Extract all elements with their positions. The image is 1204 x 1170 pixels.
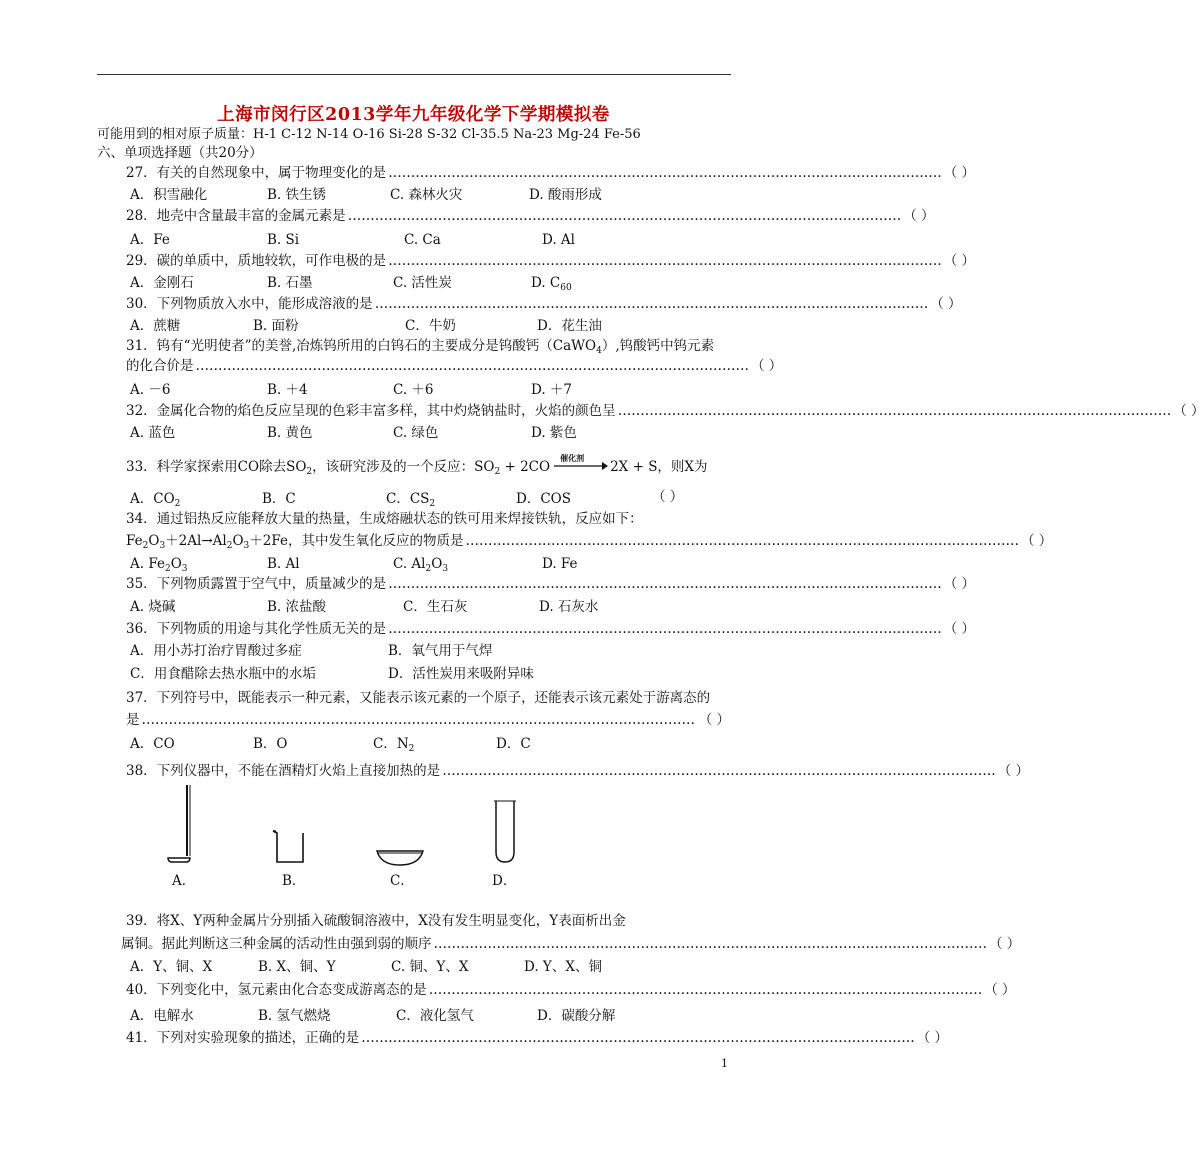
q34-option-d[interactable]: D. Fe (542, 556, 578, 572)
q27-option-c[interactable]: C. 森林火灾 (390, 187, 463, 203)
q39-option-b[interactable]: B. X、铜、Y (258, 959, 336, 975)
question-40: 40．下列变化中，氢元素由化合态变成游离态的是 …………………………………………………………………………………………………………… （ ） (126, 982, 1016, 998)
question-37-line2: 是 …………………………………………………………………………………………………………… （ ） (126, 712, 730, 728)
q29-option-b[interactable]: B. 石墨 (267, 275, 313, 291)
q30-option-a[interactable]: A．蔗糖 (130, 318, 181, 334)
q31-option-b[interactable]: B. ＋4 (267, 382, 308, 398)
q40-option-c[interactable]: C．液化氢气 (396, 1008, 474, 1024)
question-31-line2: 的化合价是 …………………………………………………………………………………………………………… （ ） (126, 358, 783, 374)
question-37-line1: 37．下列符号中，既能表示一种元素，又能表示该元素的一个原子，还能表示该元素处于游离态的 (126, 690, 711, 706)
q33-option-b[interactable]: B．C (262, 491, 296, 507)
q34-option-a[interactable]: A. $Fe_2O_3$ (130, 556, 188, 574)
q32-option-a[interactable]: A. 蓝色 (130, 425, 176, 441)
question-41: 41．下列对实验现象的描述，正确的是 …………………………………………………………………………………………………………… （ ） (126, 1030, 948, 1046)
q40-option-d[interactable]: D．碳酸分解 (537, 1008, 616, 1024)
q27-option-b[interactable]: B. 铁生锈 (267, 187, 327, 203)
q31-option-a[interactable]: A. －6 (130, 382, 171, 398)
question-31-line1: 31．钨有“光明使者”的美誉,冶炼钨所用的白钨石的主要成分是钨酸钙（CaWO$_4$）,钨酸钙中钨元素 (126, 338, 715, 356)
question-39-line2: 属铜。据此判断这三种金属的活动性由强到弱的顺序 …………………………………………………………………………………………………………… （ ） (121, 936, 1021, 952)
q28-option-d[interactable]: D. Al (542, 232, 575, 248)
q38-option-b[interactable]: B． (282, 873, 306, 889)
question-32: 32．金属化合物的焰色反应呈现的色彩丰富多样，其中灼烧钠盐时，火焰的颜色呈 …………………………………………………………………………………………………………… （ ） (126, 403, 1204, 419)
q35-option-a[interactable]: A. 烧碱 (130, 599, 176, 615)
q40-option-b[interactable]: B. 氢气燃烧 (258, 1008, 331, 1024)
question-28: 28．地壳中含量最丰富的金属元素是 …………………………………………………………………………………………………………… （ ） (126, 208, 935, 224)
beaker-icon[interactable] (270, 828, 310, 866)
answer-bracket[interactable]: （ ） (943, 253, 975, 269)
q30-option-d[interactable]: D．花生油 (537, 318, 602, 334)
q27-option-a[interactable]: A．积雪融化 (130, 187, 208, 203)
question-39-line1: 39．将X、Y两种金属片分别插入硫酸铜溶液中，X没有发生明显变化，Y表面析出金 (126, 913, 626, 929)
q37-option-d[interactable]: D．C (496, 736, 531, 752)
q37-option-b[interactable]: B．O (253, 736, 288, 752)
q29-option-c[interactable]: C. 活性炭 (393, 275, 452, 291)
q28-option-a[interactable]: A．Fe (130, 232, 170, 248)
q39-option-d[interactable]: D. Y、X、铜 (524, 959, 602, 975)
q38-option-c[interactable]: C． (390, 873, 414, 889)
question-27: 27．有关的自然现象中，属于物理变化的是 …………………………………………………………………………………………………………… （ ） (126, 165, 975, 181)
answer-bracket[interactable]: （ ） (1020, 533, 1053, 549)
answer-bracket[interactable]: （ ） (1173, 403, 1204, 419)
page-number: 1 (721, 1057, 728, 1070)
answer-bracket[interactable]: （ ） (698, 712, 730, 728)
evaporating-dish-icon[interactable] (375, 846, 425, 868)
q27-option-d[interactable]: D. 酸雨形成 (529, 187, 602, 203)
q34-option-b[interactable]: B. Al (267, 556, 300, 572)
q30-option-c[interactable]: C．牛奶 (405, 318, 456, 334)
q35-option-b[interactable]: B. 浓盐酸 (267, 599, 327, 615)
answer-bracket[interactable]: （ ） (943, 576, 975, 592)
answer-bracket[interactable]: （ ） (943, 621, 975, 637)
answer-bracket[interactable]: （ ） (916, 1030, 948, 1046)
header-rule (97, 74, 731, 75)
answer-bracket[interactable]: （ ） (997, 763, 1029, 779)
answer-bracket[interactable]: （ ） (989, 936, 1021, 952)
q32-option-c[interactable]: C. 绿色 (393, 425, 439, 441)
q29-option-d[interactable]: D. $C_{60}$ (531, 275, 572, 293)
question-29: 29．碳的单质中，质地较软，可作电极的是 …………………………………………………………………………………………………………… （ ） (126, 253, 975, 269)
question-30: 30．下列物质放入水中，能形成溶液的是 …………………………………………………………………………………………………………… （ ） (126, 296, 962, 312)
q32-option-d[interactable]: D. 紫色 (531, 425, 577, 441)
answer-bracket[interactable]: （ ） (943, 165, 975, 181)
q36-option-d[interactable]: D．活性炭用来吸附异味 (388, 666, 534, 682)
q37-option-a[interactable]: A．CO (130, 736, 175, 752)
combustion-spoon-icon[interactable] (160, 782, 196, 866)
q34-option-c[interactable]: C. $Al_2O_3$ (393, 556, 449, 574)
q36-option-b[interactable]: B．氧气用于气焊 (388, 643, 493, 659)
question-33: 33．科学家探索用CO除去$SO_2$，该研究涉及的一个反应：$SO_2 + 2CO$ 催化剂 2X + S，则X为 (126, 453, 708, 477)
q39-option-c[interactable]: C. 铜、Y、X (391, 959, 469, 975)
question-38: 38．下列仪器中，不能在酒精灯火焰上直接加热的是 …………………………………………………………………………………………………………… （ ） (126, 763, 1029, 779)
question-35: 35．下列物质露置于空气中，质量减少的是 …………………………………………………………………………………………………………… （ ） (126, 576, 975, 592)
reaction-arrow: 催化剂 (552, 458, 608, 472)
q32-option-b[interactable]: B. 黄色 (267, 425, 313, 441)
q40-option-a[interactable]: A．电解水 (130, 1008, 194, 1024)
atomic-masses: 可能用到的相对原子质量：H-1 C-12 N-14 O-16 Si-28 S-32 Cl-35.5 Na-23 Mg-24 Fe-56 (97, 127, 641, 142)
question-34-line2: $Fe_2O_3+2Al\to Al_2O_3+2Fe$，其中发生氧化反应的物质是 …………………………………………………………………………………………………………… （ ） (126, 533, 1053, 551)
q33-option-a[interactable]: A．$CO_2$ (130, 491, 181, 509)
q30-option-b[interactable]: B. 面粉 (253, 318, 299, 334)
q39-option-a[interactable]: A．Y、铜、X (130, 959, 213, 975)
answer-bracket[interactable]: （ ） (903, 208, 935, 224)
q31-option-c[interactable]: C. ＋6 (393, 382, 434, 398)
q38-option-a[interactable]: A． (172, 873, 196, 889)
q37-option-c[interactable]: C．$N_2$ (373, 736, 415, 754)
test-tube-icon[interactable] (492, 798, 518, 866)
q36-option-c[interactable]: C．用食醋除去热水瓶中的水垢 (130, 666, 316, 682)
q28-option-c[interactable]: C. Ca (404, 232, 441, 248)
page-title: 上海市闵行区2013学年九年级化学下学期模拟卷 (217, 105, 610, 125)
q33-option-c[interactable]: C．$CS_2$ (386, 491, 436, 509)
arrow-icon (552, 458, 608, 472)
answer-bracket[interactable]: （ ） (984, 982, 1016, 998)
question-36: 36．下列物质的用途与其化学性质无关的是 …………………………………………………………………………………………………………… （ ） (126, 621, 975, 637)
q33-answer-bracket[interactable]: （ ） (652, 489, 684, 505)
q33-option-d[interactable]: D．COS (516, 491, 571, 507)
q28-option-b[interactable]: B. Si (267, 232, 300, 248)
q35-option-c[interactable]: C．生石灰 (403, 599, 468, 615)
answer-bracket[interactable]: （ ） (751, 358, 783, 374)
q36-option-a[interactable]: A．用小苏打治疗胃酸过多症 (130, 643, 302, 659)
answer-bracket[interactable]: （ ） (930, 296, 962, 312)
q38-option-d[interactable]: D． (492, 873, 517, 889)
q31-option-d[interactable]: D. ＋7 (531, 382, 573, 398)
q29-option-a[interactable]: A．金刚石 (130, 275, 194, 291)
question-34-line1: 34．通过铝热反应能释放大量的热量，生成熔融状态的铁可用来焊接铁轨，反应如下： (126, 511, 643, 527)
q35-option-d[interactable]: D. 石灰水 (539, 599, 599, 615)
section-heading: 六、单项选择题（共20分） (97, 145, 263, 161)
